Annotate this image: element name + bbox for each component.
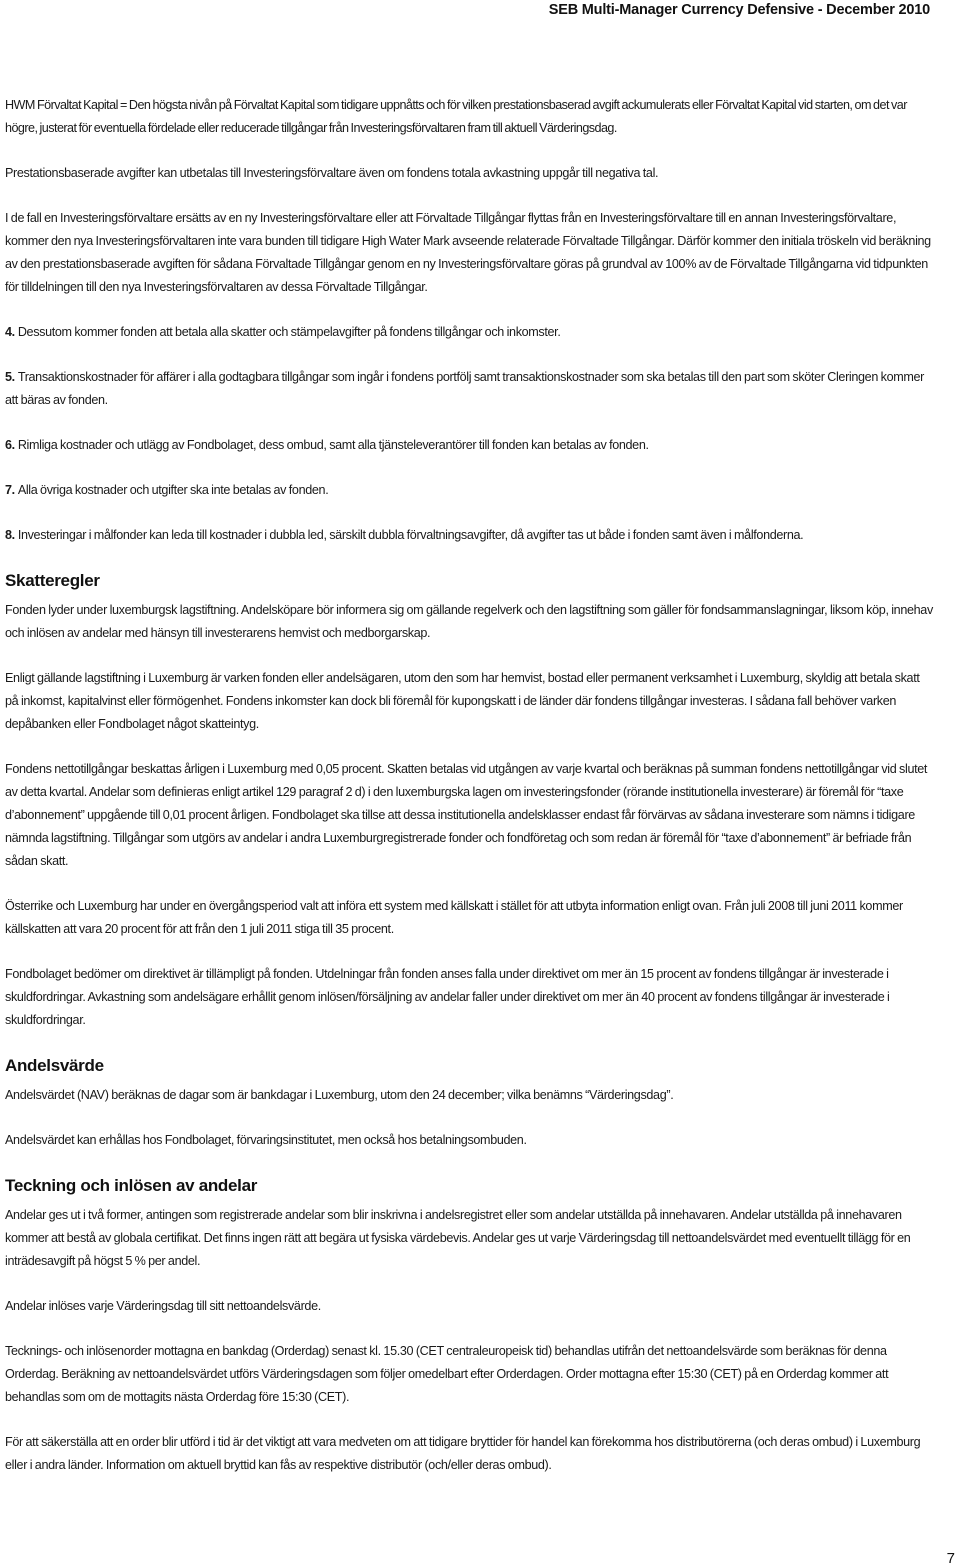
body-paragraph (5, 895, 935, 941)
paragraph-text: Prestationsbaserade avgifter kan utbetalas till Investeringsförvaltare även om fondens totala avkastning uppgår till negativa tal. (5, 166, 659, 180)
paragraph-text: Andelsvärdet kan erhållas hos Fondbolaget, förvaringsinstitutet, men också hos betalningsombuden. (5, 1133, 527, 1147)
body-paragraph (5, 207, 935, 299)
body-paragraph (5, 162, 935, 185)
paragraph-text: Dessutom kommer fonden att betala alla skatter och stämpelavgifter på fondens tillgångar och inkomster. (17, 325, 561, 339)
paragraph-text: Transaktionskostnader för affärer i alla godtagbara tillgångar som ingår i fondens portfölj samt transaktionskostnader som ska betalas till den part som sköter Cleringen kommer att bäras av fonden. (5, 370, 925, 407)
paragraph-number: 7. (5, 483, 15, 497)
body-paragraph (5, 599, 935, 645)
body-paragraph (5, 94, 935, 140)
paragraph-text: Investeringar i målfonder kan leda till kostnader i dubbla led, särskilt dubbla förvaltningsavgifter, då avgifter tas ut både i fonden samt även i målfonderna. (17, 528, 804, 542)
paragraph-text: Tecknings- och inlösenorder mottagna en bankdag (Orderdag) senast kl. 15.30 (CET centraleuropeisk tid) behandlas utifrån det nettoandelsvärde som beräknas för denna Orderdag. Beräkning av nettoandelsvärdet utförs Värderingsdagen som följer omedelbart efter Orderdagen. Order mottagna efter 15:30 (CET) på en Orderdag kommer att behandlas som om de mottagits nästa Orderdag före 15:30 (CET). (5, 1344, 889, 1404)
document-body (5, 94, 935, 1499)
numbered-paragraph (5, 479, 935, 502)
body-paragraph (5, 667, 935, 736)
paragraph-text: Alla övriga kostnader och utgifter ska inte betalas av fonden. (17, 483, 329, 497)
paragraph-text: För att säkerställa att en order blir utförd i tid är det viktigt att vara medveten om att tidigare bryttider för handel kan förekomma hos distributörerna (och deras ombud) i Luxemburg eller i andra länder. Information om aktuell bryttid kan fås av respektive distributör (och/eller deras ombud). (5, 1435, 921, 1472)
paragraph-text: Andelsvärdet (NAV) beräknas de dagar som är bankdagar i Luxemburg, utom den 24 december; vilka benämns “Värderingsdag”. (5, 1088, 674, 1102)
paragraph-text: Andelar ges ut i två former, antingen som registrerade andelar som blir inskrivna i andelsregistret eller som andelar utställda på innehavaren. Andelar utställda på innehavaren kommer att bestå av globala certifikat. Det finns ingen rätt att begära ut fysiska värdebevis. Andelar ges ut varje Värderingsdag till nettoandelsvärdet med eventuellt tillägg för en inträdesavgift på högst 5 % per andel. (5, 1208, 911, 1268)
section-heading: Andelsvärde (5, 1056, 104, 1075)
paragraph-text: Rimliga kostnader och utlägg av Fondbolaget, dess ombud, samt alla tjänsteleverantörer till fonden kan betalas av fonden. (17, 438, 649, 452)
paragraph-text: I de fall en Investeringsförvaltare ersätts av en ny Investeringsförvaltare eller att Förvaltade Tillgångar flyttas från en Investeringsförvaltare till en annan Investeringsförvaltare, kommer den nya Investeringsförvaltaren inte vara bunden till tidigare High Water Mark avseende relaterade Förvaltade Tillgångar. Därför kommer den initiala tröskeln vid beräkning av den prestationsbaserade avgiften för sådana Förvaltade Tillgångar genom en ny Investeringsförvaltare göras på grundval av 100% av de Förvaltade Tillgångarna vid tidpunkten för tilldelningen till den nya Investeringsförvaltaren av dessa Förvaltade Tillgångar. (5, 211, 931, 294)
paragraph-text: Andelar inlöses varje Värderingsdag till sitt nettoandelsvärde. (5, 1299, 321, 1313)
numbered-paragraph (5, 434, 935, 457)
section-heading: Teckning och inlösen av andelar (5, 1176, 258, 1195)
body-paragraph (5, 1431, 935, 1477)
body-paragraph (5, 963, 935, 1032)
paragraph-text: Enligt gällande lagstiftning i Luxemburg är varken fonden eller andelsägaren, utom den som har hemvist, bostad eller permanent verksamhet i Luxemburg, skyldig att betala skatt på inkomst, kapitalvinst eller förmögenhet. Fondens inkomster kan dock bli föremål för kupongskatt i de länder där fondens tillgångar investeras. I sådana fall behöver varken depåbanken eller Fondbolaget något skatteintyg. (5, 671, 920, 731)
paragraph-number: 6. (5, 438, 15, 452)
paragraph-number: 4. (5, 325, 15, 339)
paragraph-number: 5. (5, 370, 15, 384)
paragraph-text: HWM Förvaltat Kapital = Den högsta nivån på Förvaltat Kapital som tidigare uppnåtts och för vilken prestationsbaserad avgift ackumulerats eller Förvaltat Kapital vid starten, om det var högre, justerat för eventuella fördelade eller reducerade tillgångar från Investeringsförvaltaren fram till aktuell Värderingsdag. (5, 98, 907, 135)
numbered-paragraph (5, 321, 935, 344)
body-paragraph (5, 1340, 935, 1409)
body-paragraph (5, 1129, 935, 1152)
paragraph-text: Fondens nettotillgångar beskattas årligen i Luxemburg med 0,05 procent. Skatten betalas vid utgången av varje kvartal och beräknas på summan fondens nettotillgångar vid slutet av detta kvartal. Andelar som definieras enligt artikel 129 paragraf 2 d) i den luxemburgska lagen om investeringsfonder (rörande institutionella investerare) är föremål för “taxe d’abonnement” uppgående till 0,01 procent årligen. Fondbolaget ska tillse att dessa institutionella andelsklasser endast får förvärvas av sådana investerare som nämns i tidigare nämnda lagstiftning. Tillgångar som utgörs av andelar i andra Luxemburgregistrerade fonder och fondföretag och som redan är föremål för “taxe d’abonnement” är befriade från sådan skatt. (5, 762, 928, 868)
numbered-paragraph (5, 366, 935, 412)
paragraph-text: Fonden lyder under luxemburgsk lagstiftning. Andelsköpare bör informera sig om gällande regelverk och den lagstiftning som gäller för fondsammanslagningar, liksom köp, innehav och inlösen av andelar med hänsyn till investerarens hemvist och medborgarskap. (5, 603, 933, 640)
body-paragraph (5, 1295, 935, 1318)
page-header-title: SEB Multi-Manager Currency Defensive - December 2010 (548, 2, 930, 18)
paragraph-text: Fondbolaget bedömer om direktivet är tillämpligt på fonden. Utdelningar från fonden anses falla under direktivet om mer än 15 procent av fondens tillgångar är investerade i skuldfordringar. Avkastning som andelsägare erhållit genom inlösen/försäljning av andelar faller under direktivet om mer än 40 procent av fondens tillgångar är investerade i skuldfordringar. (5, 967, 890, 1027)
numbered-paragraph (5, 524, 935, 547)
page-number: 7 (946, 1550, 955, 1567)
body-paragraph (5, 1204, 935, 1273)
body-paragraph (5, 758, 935, 873)
paragraph-number: 8. (5, 528, 15, 542)
paragraph-text: Österrike och Luxemburg har under en övergångsperiod valt att införa ett system med källskatt i stället för att utbyta information enligt ovan. Från juli 2008 till juni 2011 kommer källskatten att vara 20 procent för att från den 1 juli 2011 stiga till 35 procent. (5, 899, 903, 936)
section-heading: Skatteregler (5, 571, 100, 590)
body-paragraph (5, 1084, 935, 1107)
